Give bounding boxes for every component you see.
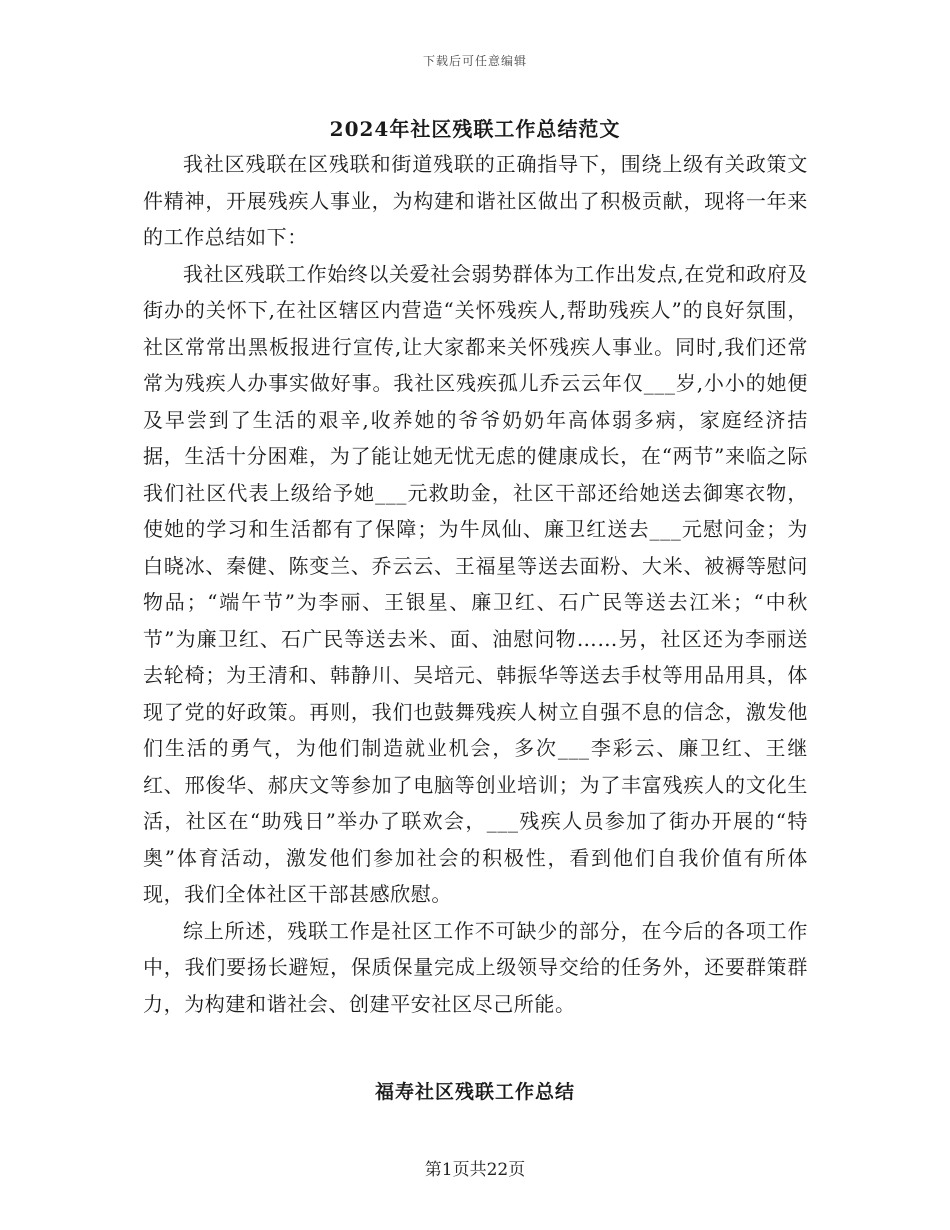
section-subtitle: 福寿社区残联工作总结 [374, 1081, 575, 1103]
document-title: 2024年社区残联工作总结范文 [329, 117, 621, 141]
paragraph-conclusion: 综上所述，残联工作是社区工作不可缺少的部分，在今后的各项工作中，我们要扬长避短，保质保量完成上级领导交给的任务外，还要群策群力，为构建和谐社会、创建平安社区尽己所能。 [143, 918, 808, 1016]
page-footer: 第1页共22页 [424, 1160, 526, 1180]
document-body [143, 146, 808, 1022]
paragraph-intro: 我社区残联在区残联和街道残联的正确指导下，围绕上级有关政策文件精神，开展残疾人事业，为构建和谐社区做出了积极贡献，现将一年来的工作总结如下： [143, 152, 808, 249]
header-note: 下载后可任意编辑 [422, 54, 527, 68]
paragraph-main: 我社区残联工作始终以关爱社会弱势群体为工作出发点,在党和政府及街办的关怀下,在社区辖区内营造“关怀残疾人,帮助残疾人”的良好氛围，社区常常出黑板报进行宣传,让大家都来关怀残疾人事业。同时,我们还常常为残疾人办事实做好事。我社区残疾孤儿乔云云年仅___岁,小小的她便及早尝到了生活的艰辛,收养她的爷爷奶奶年高体弱多病，家庭经济拮据，生活十分困难，为了能让她无忧无虑的健康成长，在“两节”来临之际我们社区代表上级给予她___元救助金，社区干部还给她送去御寒衣物，使她的学习和生活都有了保障；为牛凤仙、廉卫红送去___元慰问金；为白晓冰、秦健、陈变兰、乔云云、王福星等送去面粉、大米、被褥等慰问物品；“端午节”为李丽、王银星、廉卫红、石广民等送去江米；“中秋节”为廉卫红、石广民等送去米、面、油慰问物……另，社区还为李丽送去轮椅；为王清和、韩静川、吴培元、韩振华等送去手杖等用品用具，体现了党的好政策。再则，我们也鼓舞残疾人树立自强不息的信念，激发他们生活的勇气，为他们制造就业机会，多次___李彩云、廉卫红、王继红、邢俊华、郝庆文等参加了电脑等创业培训；为了丰富残疾人的文化生活，社区在“助残日”举办了联欢会，___残疾人员参加了街办开展的“特奥”体育活动，激发他们参加社会的积极性，看到他们自我价值有所体现，我们全体社区干部甚感欣慰。 [143, 261, 808, 906]
